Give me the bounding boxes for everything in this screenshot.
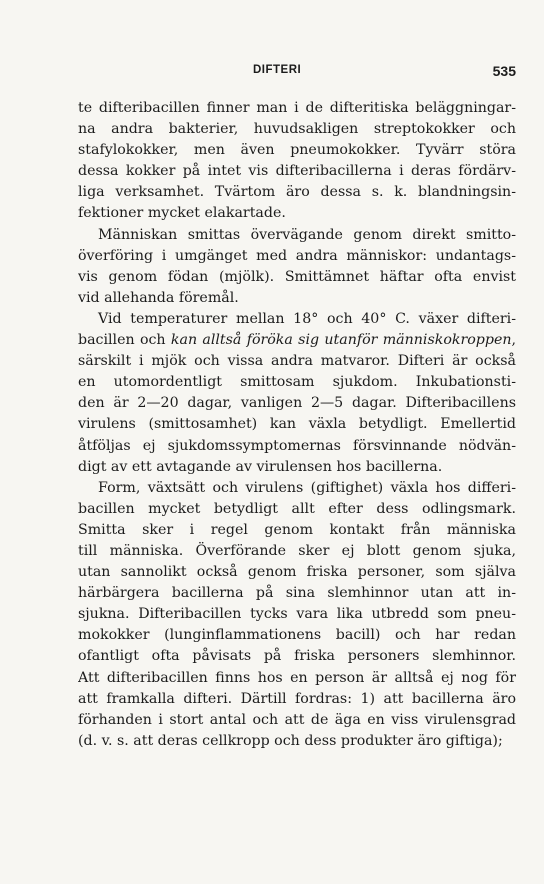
text-line: bacillen mycket betydligt allt efter dess odlingsmark. (78, 500, 516, 517)
paragraph (78, 98, 516, 225)
text-line: Människan smittas övervägande genom direkt smitto- (98, 226, 516, 243)
text-line: härbärgera bacillerna på sina slemhinnor utan att in- (78, 585, 516, 602)
text-line: till människa. Överförande sker ej blott genom sjuka, (78, 542, 516, 559)
text-line: överföring i umgänget med andra människor: undantags- (78, 247, 516, 264)
running-head: DIFTERI (253, 64, 302, 76)
text-line: vid allehanda föremål. (78, 289, 239, 306)
page-header (78, 64, 516, 84)
text-line: liga verksamhet. Tvärtom äro dessa s. k. blandningsin- (78, 184, 516, 201)
paragraph (78, 225, 516, 309)
text-line: Vid temperaturer mellan 18° och 40° C. växer difteri- (98, 310, 516, 327)
text-line: sjukna. Difteribacillen tycks vara lika utbredd som pneu- (78, 606, 516, 623)
text-line: utan sannolikt också genom friska personer, som själva (78, 564, 516, 581)
text-line: (d. v. s. att deras cellkropp och dess produkter äro giftiga); (78, 732, 503, 749)
text-line: virulens (smittosamhet) kan växla betydligt. Emellertid (78, 416, 516, 433)
text-line: vis genom födan (mjölk). Smittämnet häftar ofta envist (78, 268, 516, 285)
text-line: Smitta sker i regel genom kontakt från människa (78, 521, 516, 538)
text-line: ofantligt ofta påvisats på friska personers slemhinnor. (78, 648, 516, 665)
text-line: fektioner mycket elakartade. (78, 205, 286, 222)
text-line: Att difteribacillen finns hos en person är alltså ej nog för (78, 669, 516, 686)
body-text (78, 98, 516, 752)
text-line: åtföljas ej sjukdomssymptomernas försvinnande nödvän- (78, 437, 516, 454)
text-line: en utomordentligt smittosam sjukdom. Inkubationsti- (78, 374, 516, 391)
text-line: te difteribacillen finner man i de difteritiska beläggningar- (78, 100, 516, 116)
text-line: särskilt i mjök och vissa andra matvaror. Difteri är också (78, 353, 516, 370)
page-number: 535 (492, 63, 516, 79)
text-line: Form, växtsätt och virulens (giftighet) växla hos differi- (98, 479, 516, 496)
text-line: na andra bakterier, huvudsakligen streptokokker och (78, 121, 516, 138)
text-line: mokokker (lunginflammationens bacill) och har redan (78, 627, 516, 644)
text-line: den är 2—20 dagar, vanligen 2—5 dagar. Difteribacillens (78, 395, 516, 412)
paragraph (78, 309, 516, 478)
text-line: att framkalla difteri. Därtill fordras: 1) att bacillerna äro (78, 690, 516, 707)
text-line: förhanden i stort antal och att de äga en viss virulensgrad (78, 711, 516, 728)
text-line: dessa kokker på intet vis difteribacillerna i deras fördärv- (78, 163, 516, 180)
text-line: bacillen och kan alltså föröka sig utanför människokroppen, (78, 332, 516, 349)
text-line: digt av ett avtagande av virulensen hos bacillerna. (78, 458, 443, 475)
text-line: stafylokokker, men även pneumokokker. Tyvärr störa (78, 142, 516, 159)
paragraph (78, 478, 516, 752)
